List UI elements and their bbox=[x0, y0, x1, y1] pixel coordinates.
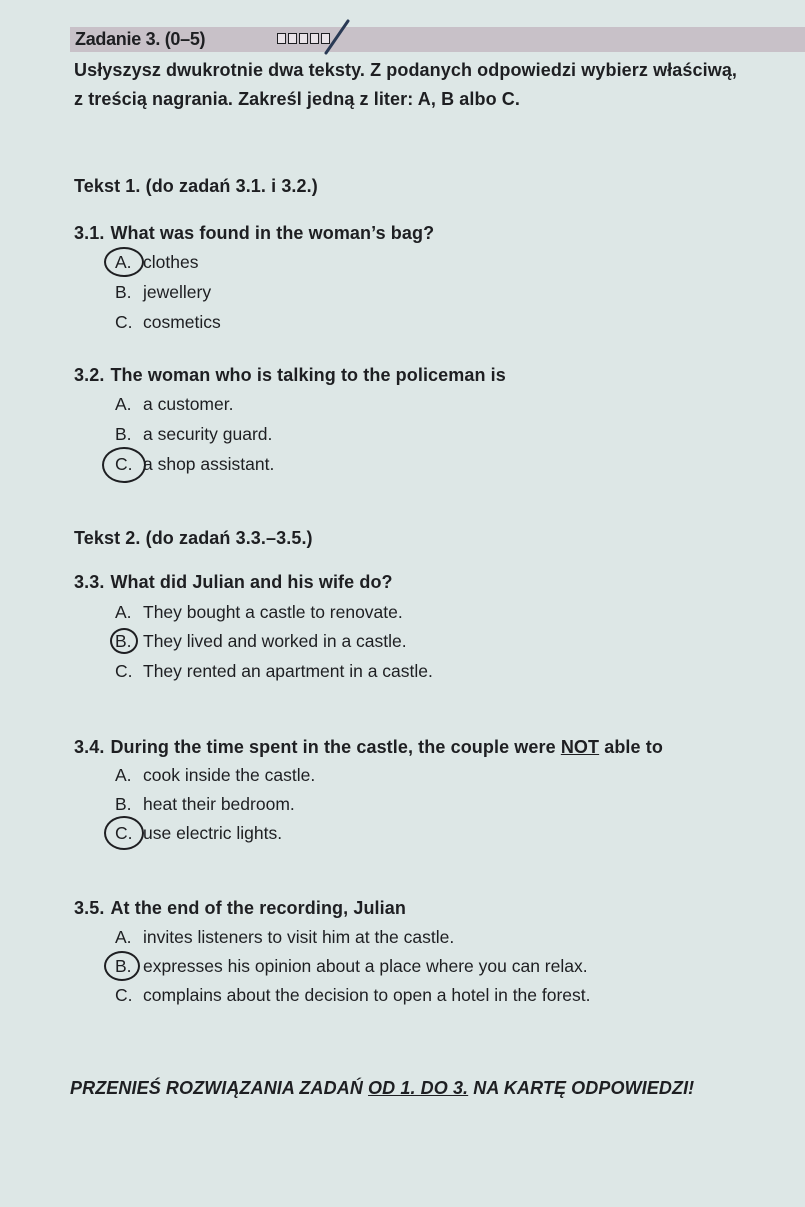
option-letter: A. bbox=[115, 927, 132, 947]
question-prompt: The woman who is talking to the policeman is bbox=[110, 365, 506, 385]
option-3-3-b[interactable] bbox=[115, 629, 407, 653]
instruction-line: Usłyszysz dwukrotnie dwa teksty. Z podanych odpowiedzi wybierz właściwą, bbox=[74, 60, 738, 80]
option-letter: B. bbox=[115, 956, 132, 976]
question-number: 3.3. bbox=[74, 572, 105, 592]
answer-circle-mark bbox=[102, 447, 146, 483]
question-number: 3.4. bbox=[74, 737, 105, 757]
footer-instruction bbox=[70, 1078, 694, 1099]
answer-circle-mark bbox=[110, 628, 138, 654]
option-text: cosmetics bbox=[143, 312, 221, 332]
option-3-4-a[interactable] bbox=[115, 763, 315, 787]
option-text: jewellery bbox=[143, 282, 212, 302]
answer-circle-mark bbox=[104, 816, 144, 850]
option-3-3-a[interactable] bbox=[115, 600, 403, 624]
option-letter: B. bbox=[115, 794, 132, 814]
option-text: They rented an apartment in a castle. bbox=[143, 661, 433, 681]
answer-circle-mark bbox=[104, 247, 144, 277]
option-letter: C. bbox=[115, 312, 133, 332]
score-box bbox=[277, 33, 286, 44]
option-text: a shop assistant. bbox=[143, 454, 275, 474]
footer-text: PRZENIEŚ ROZWIĄZANIA ZADAŃ bbox=[70, 1078, 369, 1098]
score-box bbox=[299, 33, 308, 44]
option-letter: B. bbox=[115, 424, 132, 444]
question-number: 3.1. bbox=[74, 223, 105, 243]
footer-text-emphasis: OD 1. DO 3. bbox=[368, 1078, 469, 1098]
option-3-4-b[interactable] bbox=[115, 792, 295, 816]
question-prompt-emphasis: NOT bbox=[560, 737, 600, 757]
option-3-1-c[interactable] bbox=[115, 310, 221, 334]
question-3-4 bbox=[74, 737, 663, 758]
option-text: a security guard. bbox=[143, 424, 273, 444]
option-text: heat their bedroom. bbox=[143, 794, 295, 814]
option-letter: C. bbox=[115, 985, 133, 1005]
task-instructions bbox=[74, 56, 805, 114]
option-letter: C. bbox=[115, 823, 133, 843]
question-3-1 bbox=[74, 223, 434, 244]
instruction-line: z treścią nagrania. Zakreśl jedną z liter: A, B albo C. bbox=[74, 89, 520, 109]
option-3-2-b[interactable] bbox=[115, 422, 272, 446]
option-text: expresses his opinion about a place where you can relax. bbox=[143, 956, 588, 976]
option-letter: A. bbox=[115, 394, 132, 414]
option-text: cook inside the castle. bbox=[143, 765, 316, 785]
option-text: a customer. bbox=[143, 394, 234, 414]
option-letter: B. bbox=[115, 282, 132, 302]
option-text: invites listeners to visit him at the castle. bbox=[143, 927, 455, 947]
text1-heading: Tekst 1. (do zadań 3.1. i 3.2.) bbox=[74, 176, 318, 196]
question-number: 3.5. bbox=[74, 898, 105, 918]
question-3-5 bbox=[74, 898, 406, 919]
option-text: They lived and worked in a castle. bbox=[143, 631, 407, 651]
question-prompt: At the end of the recording, Julian bbox=[110, 898, 406, 918]
option-3-2-a[interactable] bbox=[115, 392, 233, 416]
option-letter: A. bbox=[115, 252, 132, 272]
score-box bbox=[288, 33, 297, 44]
option-letter: B. bbox=[115, 631, 132, 651]
question-number: 3.2. bbox=[74, 365, 105, 385]
option-text: complains about the decision to open a hotel in the forest. bbox=[143, 985, 591, 1005]
question-prompt: able to bbox=[599, 737, 663, 757]
option-text: They bought a castle to renovate. bbox=[143, 602, 403, 622]
question-prompt: During the time spent in the castle, the couple were bbox=[110, 737, 561, 757]
question-prompt: What did Julian and his wife do? bbox=[110, 572, 393, 592]
option-text: clothes bbox=[143, 252, 199, 272]
text2-heading: Tekst 2. (do zadań 3.3.–3.5.) bbox=[74, 528, 313, 548]
task-title: Zadanie 3. (0–5) bbox=[75, 29, 206, 49]
option-3-1-b[interactable] bbox=[115, 280, 211, 304]
option-letter: C. bbox=[115, 454, 133, 474]
option-letter: A. bbox=[115, 602, 132, 622]
score-box bbox=[310, 33, 319, 44]
option-letter: C. bbox=[115, 661, 133, 681]
option-3-5-a[interactable] bbox=[115, 925, 454, 949]
question-3-3 bbox=[74, 572, 393, 593]
pen-mark-icon bbox=[322, 17, 352, 57]
question-prompt: What was found in the woman’s bag? bbox=[110, 223, 435, 243]
task-header-band bbox=[70, 27, 805, 52]
footer-text: NA KARTĘ ODPOWIEDZI! bbox=[468, 1078, 695, 1098]
question-3-2 bbox=[74, 365, 506, 386]
option-3-5-b[interactable] bbox=[115, 954, 588, 978]
option-text: use electric lights. bbox=[143, 823, 283, 843]
option-3-5-c[interactable] bbox=[115, 983, 591, 1007]
option-3-3-c[interactable] bbox=[115, 659, 433, 683]
answer-circle-mark bbox=[104, 951, 140, 981]
option-letter: A. bbox=[115, 765, 132, 785]
